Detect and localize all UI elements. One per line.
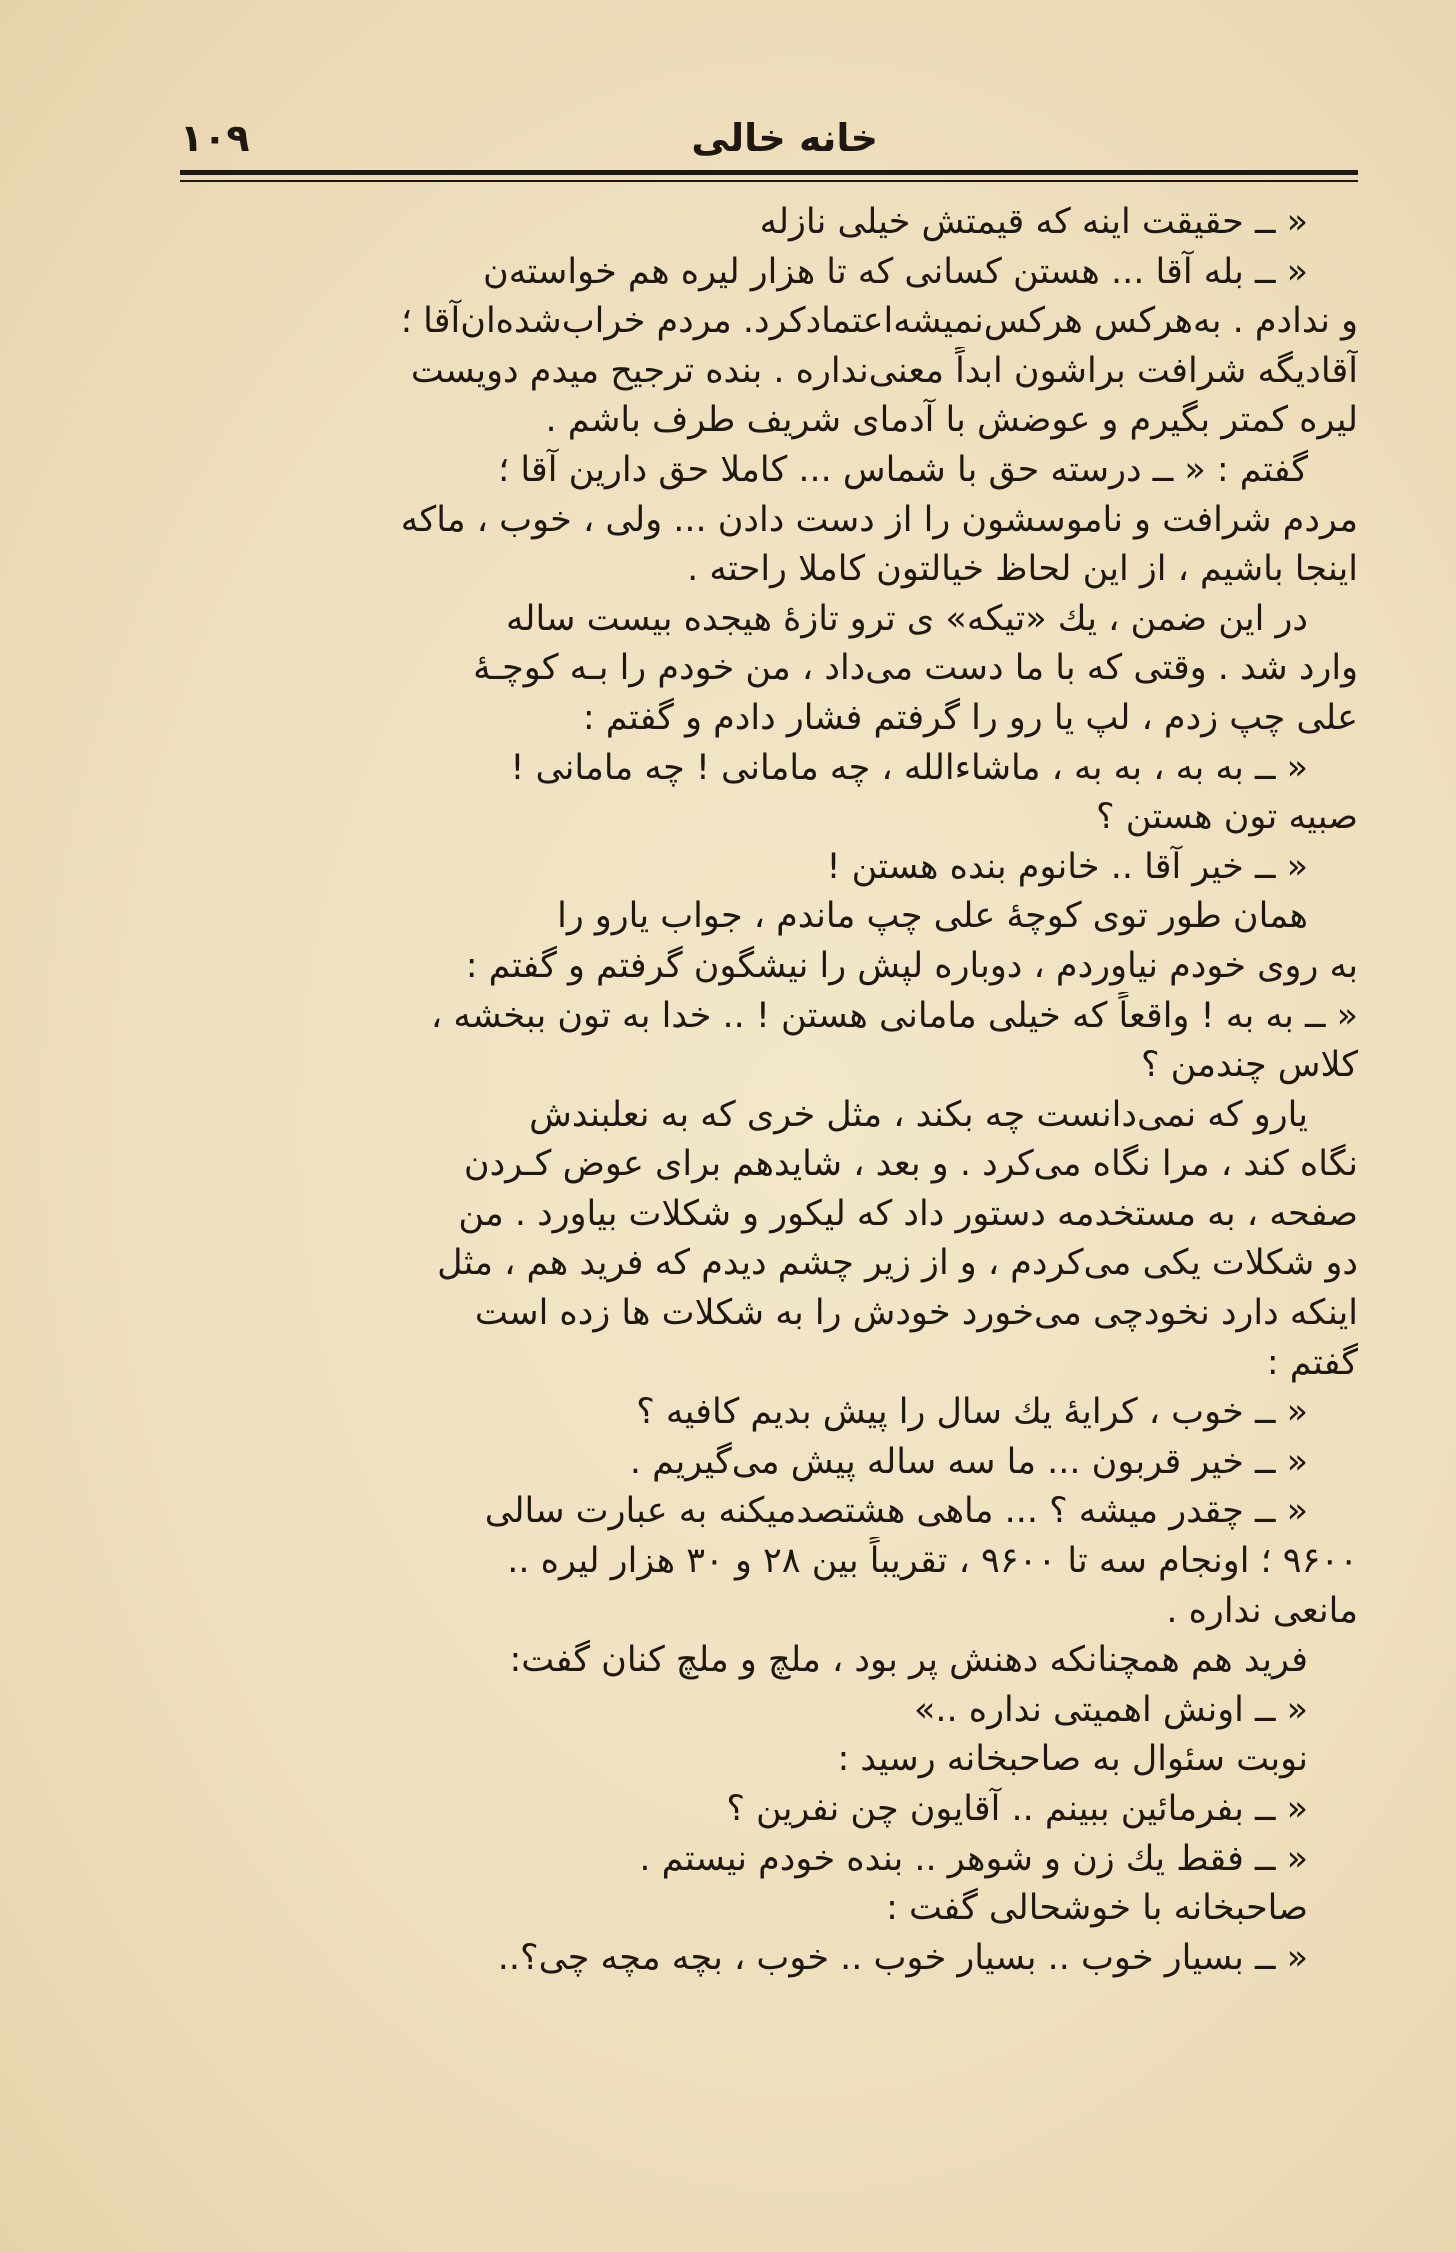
- text-line: اینجا باشیم ، از این لحاظ خیالتون کاملا راحته .: [687, 549, 1358, 590]
- text-line: « ــ بفرمائین ببینم .. آقایون چن نفرین ؟: [726, 1789, 1308, 1829]
- text-line: آقادیگه شرافت براشون ابداً معنی‌نداره . بنده ترجیح میدم دویست: [410, 350, 1358, 391]
- text-line: همان طور توی کوچهٔ علی چپ ماندم ، جواب یارو را: [557, 896, 1308, 937]
- page-number: ۱۰۹: [180, 116, 250, 160]
- text-line: فرید هم همچنانکه دهنش پر بود ، ملچ و ملچ کنان گفت:: [509, 1640, 1308, 1681]
- text-line: صاحبخانه با خوشحالی گفت :: [886, 1888, 1308, 1929]
- text-line: صفحه ، به مستخدمه دستور داد که لیکور و شکلات بیاورد . من: [458, 1193, 1358, 1234]
- text-line: مردم شرافت و ناموسشون را از دست دادن ... ولی ، خوب ، ماکه: [400, 499, 1358, 540]
- text-line: « ــ خوب ، کرایهٔ یك سال را پیش بدیم کافیه ؟: [636, 1392, 1308, 1433]
- text-line: « ــ به به ! واقعاً که خیلی مامانی هستن ! .. خدا به تون ببخشه ،: [430, 995, 1358, 1036]
- text-line: وارد شد . وقتی که با ما دست می‌داد ، من خودم را بـه کوچـهٔ: [473, 648, 1358, 689]
- text-line: لیره کمتر بگیرم و عوضش با آدمای شریف طرف باشم .: [545, 400, 1358, 441]
- body-text: [180, 198, 1358, 1983]
- text-line: « ــ خیر آقا .. خانوم بنده هستن !: [826, 846, 1308, 887]
- text-line: « ــ فقط یك زن و شوهر .. بنده خودم نیستم .: [639, 1838, 1308, 1879]
- running-title: خانه خالی: [691, 116, 878, 160]
- text-line: نوبت سئوال به صاحبخانه رسید :: [837, 1739, 1308, 1780]
- text-line: نگاه کند ، مرا نگاه می‌کرد . و بعد ، شایدهم برای عوض کـردن: [463, 1144, 1358, 1185]
- text-line: دو شکلات یکی می‌کردم ، و از زیر چشم دیدم که فرید هم ، مثل: [437, 1243, 1358, 1284]
- text-line: گفتم :: [1266, 1342, 1358, 1383]
- text-line: « ــ بله آقا ... هستن کسانی که تا هزار لیره هم خواسته‌ن: [482, 251, 1308, 292]
- text-line: « ــ خیر قربون ... ما سه ساله پیش می‌گیریم .: [629, 1441, 1308, 1482]
- text-line: ۹۶۰۰ ؛ اونجام سه تا ۹۶۰۰ ، تقریباً بین ۲۸ و ۳۰ هزار لیره ..: [507, 1541, 1358, 1582]
- text-line: اینکه دارد نخودچی می‌خورد خودش را به شکلات ها زده است: [474, 1293, 1358, 1334]
- text-line: « ــ اونش اهمیتی نداره ..»: [914, 1689, 1308, 1730]
- text-line: علی چپ زدم ، لپ یا رو را گرفتم فشار دادم و گفتم :: [582, 697, 1358, 738]
- header-rule: [180, 170, 1358, 175]
- text-line: « ــ به به ، به به ، ماشاءالله ، چه مامانی ! چه مامانی !: [510, 747, 1308, 788]
- text-line: یارو که نمی‌دانست چه بکند ، مثل خری که به نعلبندش: [529, 1094, 1308, 1135]
- text-line: و ندادم . به‌هرکس هرکس‌نمیشه‌اعتمادکرد. مردم خراب‌شده‌ان‌آقا ؛: [400, 301, 1358, 342]
- text-line: صبیه تون هستن ؟: [1096, 797, 1358, 838]
- text-line: گفتم : « ــ درسته حق با شماس ... کاملا حق دارین آقا ؛: [498, 449, 1308, 490]
- text-line: در این ضمن ، یك «تیکه» ی ترو تازهٔ هیجده بیست ساله: [506, 598, 1308, 639]
- header-rule-thin: [180, 180, 1358, 182]
- text-line: « ــ چقدر میشه ؟ ... ماهی هشتصدمیکنه به عبارت سالی: [484, 1491, 1308, 1532]
- page-header: [180, 108, 1358, 168]
- text-line: « ــ حقیقت اینه که قیمتش خیلی نازله: [759, 202, 1308, 242]
- text-line: کلاس چندمن ؟: [1140, 1045, 1358, 1086]
- text-line: « ــ بسیار خوب .. بسیار خوب .. خوب ، بچه مچه چی؟..: [497, 1937, 1308, 1978]
- text-line: مانعی نداره .: [1166, 1590, 1358, 1631]
- text-line: به روی خودم نیاوردم ، دوباره لپش را نیشگون گرفتم و گفتم :: [465, 945, 1358, 986]
